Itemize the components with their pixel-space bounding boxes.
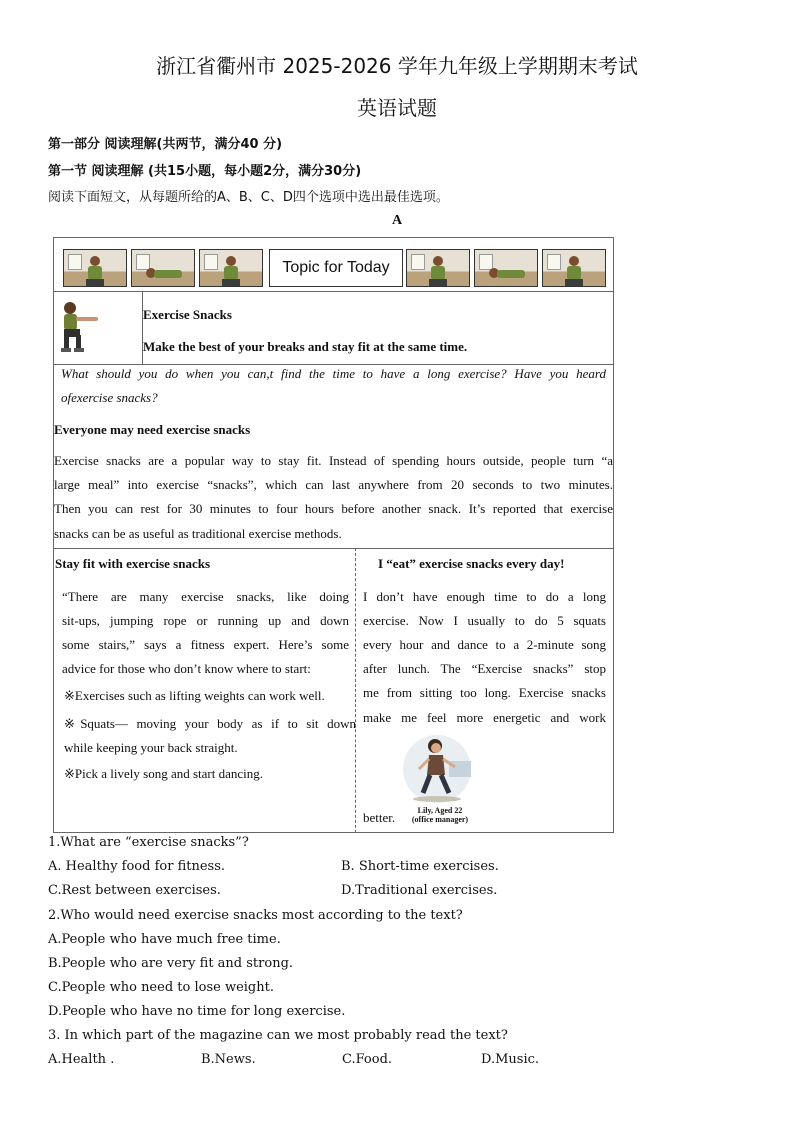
option: C.Food. [342, 1052, 393, 1067]
divider [53, 291, 614, 292]
option: D.Traditional exercises. [341, 883, 498, 898]
squat-figure-icon [58, 300, 102, 354]
exercise-photo [406, 249, 470, 287]
exam-title: 浙江省衢州市 2025-2026 学年九年级上学期期末考试 [156, 54, 638, 78]
tip-item: while keeping your back straight. [64, 740, 238, 755]
option: B.People who are very fit and strong. [48, 956, 294, 971]
option: A. Healthy food for fitness. [48, 859, 226, 874]
paragraph-line: Then you can rest for 30 minutes to four hours before another snack. It’s reported that exercise [54, 501, 613, 516]
exercise-photo [542, 249, 606, 287]
right-col-line: exercise. Now I usually to do 5 squats [363, 613, 606, 628]
intro-line: ofexercise snacks? [61, 390, 158, 405]
option: A.Health . [48, 1052, 115, 1067]
right-col-line: me from sitting too long. Exercise snacks [363, 685, 606, 700]
right-col-line: I don’t have enough time to do a long [363, 589, 606, 604]
left-col-line: some stairs,” says a fitness expert. Here’s some [62, 637, 349, 652]
option: A.People who have much free time. [48, 932, 281, 947]
right-col-line: every hour and dance to a 2-minute song [363, 637, 606, 652]
option: B.News. [201, 1052, 256, 1067]
option: D.Music. [481, 1052, 540, 1067]
caption-role: (office manager) [411, 815, 469, 824]
instruction: 阅读下面短文，从每题所给的A、B、C、D四个选项中选出最佳选项。 [48, 190, 449, 205]
tip-item: ※Exercises such as lifting weights can work well. [64, 688, 325, 703]
section-heading: 第一节 阅读理解 (共15小题，每小题2分，满分30分) [48, 164, 362, 179]
article-tagline: Make the best of your breaks and stay fit at the same time. [143, 339, 468, 354]
left-col-line: “There are many exercise snacks, like doing [62, 589, 349, 604]
option: C.People who need to lose weight. [48, 980, 274, 995]
topic-label: Topic for Today [269, 249, 403, 287]
passage-label: A [391, 213, 403, 228]
left-col-line: advice for those who don’t know where to start: [62, 661, 311, 676]
lily-caption [405, 806, 475, 824]
part-heading: 第一部分 阅读理解(共两节，满分40 分) [48, 137, 283, 152]
exercise-photo [199, 249, 263, 287]
left-col-line: sit-ups, jumping rope or running up and down [62, 613, 349, 628]
paragraph-line: snacks can be as useful as traditional exercise methods. [54, 526, 342, 541]
paragraph-line: Exercise snacks are a popular way to stay fit. Instead of spending hours outside, people turn “a [54, 453, 613, 468]
right-col-last-word: better. [363, 810, 396, 825]
exercise-photo [131, 249, 195, 287]
option: D.People who have no time for long exercise. [48, 1004, 346, 1019]
exam-subtitle: 英语试题 [357, 96, 437, 120]
divider [53, 548, 614, 549]
right-col-line: after lunch. The “Exercise snacks” stop [363, 661, 606, 676]
option: B. Short-time exercises. [341, 859, 499, 874]
question-stem: 3. In which part of the magazine can we most probably read the text? [48, 1028, 508, 1043]
tip-item: ※Pick a lively song and start dancing. [64, 766, 263, 781]
question-stem: 2.Who would need exercise snacks most according to the text? [48, 908, 463, 923]
left-col-heading: Stay fit with exercise snacks [55, 556, 211, 571]
paragraph-line: large meal” into exercise “snacks”, which can last anywhere from 20 seconds to two minutes. [54, 477, 613, 492]
intro-line: What should you do when you can,t find the time to have a long exercise? Have you heard [61, 366, 606, 381]
exercise-photo [474, 249, 538, 287]
option: C.Rest between exercises. [48, 883, 221, 898]
article-title: Exercise Snacks [143, 307, 232, 322]
exercise-photo [63, 249, 127, 287]
question-stem: 1.What are “exercise snacks”? [48, 835, 249, 850]
right-col-heading: I “eat” exercise snacks every day! [378, 556, 565, 571]
right-col-line: make me feel more energetic and work [363, 710, 606, 725]
tip-item: ※Squats— moving your body as if to sit down [64, 716, 356, 731]
lily-illustration-icon [399, 733, 479, 805]
caption-name: Lily, Aged 22 [417, 806, 463, 815]
divider [355, 548, 356, 833]
section-heading-everyone: Everyone may need exercise snacks [54, 422, 251, 437]
